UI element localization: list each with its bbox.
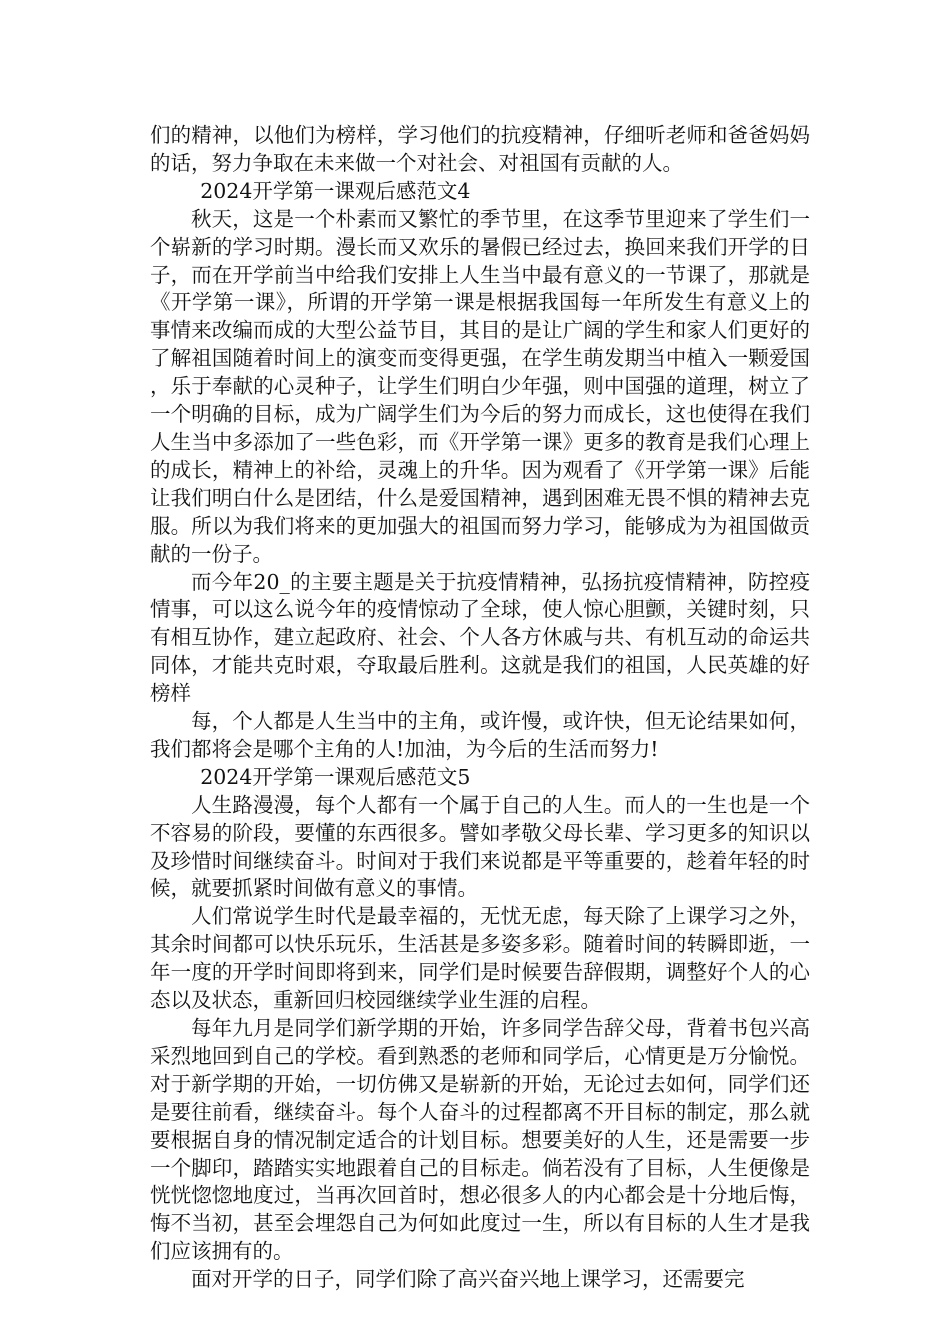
paragraph: 每年九月是同学们新学期的开始，许多同学告辞父母，背着书包兴高采烈地回到自己的学校。看到熟悉的老师和同学后，心情更是万分愉悦。对于新学期的开始，一切仿佛又是崭新的开始，无论过去如何，同学们还是要往前看，继续奋斗。每个人奋斗的过程都离不开目标的制定，那么就要根据自身的情况制定适合的计划目标。想要美好的人生，还是需要一步一个脚印，踏踏实实地跟着自己的目标走。倘若没有了目标，人生便像是恍恍惚惚地度过，当再次回首时，想必很多人的内心都会是十分地后悔，悔不当初，甚至会埋怨自己为何如此度过一生，所以有目标的人生才是我们应该拥有的。	[150, 1016, 810, 1264]
paragraph: 人们常说学生时代是最幸福的，无忧无虑，每天除了上课学习之外，其余时间都可以快乐玩乐，生活甚是多姿多彩。随着时间的转瞬即逝，一年一度的开学时间即将到来，同学们是时候要告辞假期，调整好个人的心态以及状态，重新回归校园继续学业生涯的启程。	[150, 904, 810, 1013]
paragraph: 每，个人都是人生当中的主角，或许慢，或许快，但无论结果如何，我们都将会是哪个主角的人!加油，为今后的生活而努力!	[150, 709, 810, 761]
paragraph: 面对开学的日子，同学们除了高兴奋兴地上课学习，还需要完	[191, 1267, 745, 1292]
section-heading: 2024开学第一课观后感范文5	[200, 764, 471, 789]
paragraph: 秋天，这是一个朴素而又繁忙的季节里，在这季节里迎来了学生们一个崭新的学习时期。漫长而又欢乐的暑假已经过去，换回来我们开学的日子，而在开学前当中给我们安排上人生当中最有意义的一节课了，那就是《开学第一课》，所谓的开学第一课是根据我国每一年所发生有意义上的事情来改编而成的大型公益节目，其目的是让广阔的学生和家人们更好的了解祖国随着时间上的演变而变得更强，在学生萌发期当中植入一颗爱国，乐于奉献的心灵种子，让学生们明白少年强，则中国强的道理，树立了一个明确的目标，成为广阔学生们为今后的努力而成长，这也使得在我们人生当中多添加了一些色彩，而《开学第一课》更多的教育是我们心理上的成长，精神上的补给，灵魂上的升华。因为观看了《开学第一课》后能让我们明白什么是团结，什么是爱国精神，遇到困难无畏不惧的精神去克服。所以为我们将来的更加强大的祖国而努力学习，能够成为为祖国做贡献的一份子。	[150, 206, 810, 566]
paragraph: 人生路漫漫，每个人都有一个属于自己的人生。而人的一生也是一个不容易的阶段，要懂的东西很多。譬如孝敬父母长辈、学习更多的知识以及珍惜时间继续奋斗。时间对于我们来说都是平等重要的，趁着年轻的时候，就要抓紧时间做有意义的事情。	[150, 792, 810, 901]
document-body	[150, 122, 810, 1294]
paragraph: 而今年20_的主要主题是关于抗疫情精神，弘扬抗疫情精神，防控疫情事，可以这么说今年的疫情惊动了全球，使人惊心胆颤，关键时刻，只有相互协作，建立起政府、社会、个人各方休戚与共、有机互动的命运共同体，才能共克时艰，夺取最后胜利。这就是我们的祖国，人民英雄的好榜样	[150, 569, 810, 706]
section-heading: 2024开学第一课观后感范文4	[200, 178, 471, 203]
paragraph: 们的精神，以他们为榜样，学习他们的抗疫精神，仔细听老师和爸爸妈妈的话，努力争取在未来做一个对社会、对祖国有贡献的人。	[150, 123, 810, 175]
